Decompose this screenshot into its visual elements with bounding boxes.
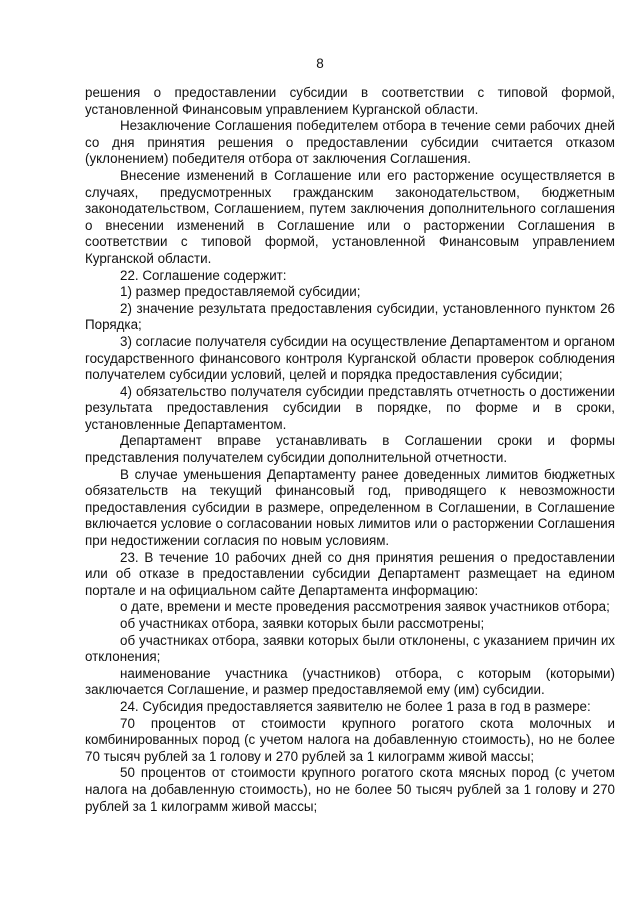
paragraph: В случае уменьшения Департаменту ранее доведенных лимитов бюджетных обязательств на текущий финансовый год, приводящего к невозможности предоставления субсидии в размере, определенном в Соглашении, в Соглашение включается условие о согласовании новых лимитов или о расторжении Соглашения при недостижении согласия по новым условиям. xyxy=(85,466,615,549)
list-item: об участниках отбора, заявки которых были рассмотрены; xyxy=(120,616,485,631)
document-body xyxy=(85,85,615,815)
list-item: о дате, времени и месте проведения рассмотрения заявок участников отбора; xyxy=(120,599,610,615)
list-item: 70 процентов от стоимости крупного рогатого скота молочных и комбинированных пород (с учетом налога на добавленную стоимость), но не более 70 тысяч рублей за 1 голову и 270 рублей за 1 килограмм живой массы; xyxy=(85,715,615,764)
list-item: наименование участника (участников) отбора, с которым (которыми) заключается Соглашение, и размер предоставляемой ему (им) субсидии. xyxy=(85,665,615,698)
list-item: об участниках отбора, заявки которых были отклонены, с указанием причин их отклонения; xyxy=(85,632,615,665)
paragraph: Незаключение Соглашения победителем отбора в течение семи рабочих дней со дня принятия решения о предоставлении субсидии считается отказом (уклонением) победителя отбора от заключения Соглашения. xyxy=(85,118,615,167)
paragraph: Внесение изменений в Соглашение или его расторжение осуществляется в случаях, предусмотренных гражданским законодательством, бюджетным законодательством, Соглашением, путем заключения дополнительного соглашения о внесении изменений в Соглашение или о расторжении Соглашения в соответствии с типовой формой, установленной Финансовым управлением Курганской области. xyxy=(85,167,615,266)
page-number: 8 xyxy=(316,56,324,71)
list-item: 50 процентов от стоимости крупного рогатого скота мясных пород (с учетом налога на добавленную стоимость), но не более 50 тысяч рублей за 1 голову и 270 рублей за 1 килограмм живой массы; xyxy=(85,765,615,814)
list-item: 4) обязательство получателя субсидии представлять отчетность о достижении результата предоставления субсидии в порядке, по форме и в сроки, установленные Департаментом. xyxy=(85,383,615,432)
paragraph: 24. Субсидия предоставляется заявителю не более 1 раза в год в размере: xyxy=(120,698,591,714)
list-item: 1) размер предоставляемой субсидии; xyxy=(120,284,361,300)
paragraph: решения о предоставлении субсидии в соответствии с типовой формой, установленной Финансовым управлением Курганской области. xyxy=(85,85,615,117)
paragraph: 23. В течение 10 рабочих дней со дня принятия решения о предоставлении или об отказе в предоставлении субсидии Департамент размещает на едином портале и на официальном сайте Департамента информацию: xyxy=(85,549,615,598)
paragraph: Департамент вправе устанавливать в Соглашении сроки и формы представления получателем субсидии дополнительной отчетности. xyxy=(85,433,615,466)
list-item: 2) значение результата предоставления субсидии, установленного пунктом 26 Порядка; xyxy=(85,300,615,333)
list-item: 3) согласие получателя субсидии на осуществление Департаментом и органом государственного финансового контроля Курганской области проверок соблюдения получателем субсидии условий, целей и порядка предоставления субсидии; xyxy=(85,333,615,383)
section-heading: 22. Соглашение содержит: xyxy=(120,267,287,283)
